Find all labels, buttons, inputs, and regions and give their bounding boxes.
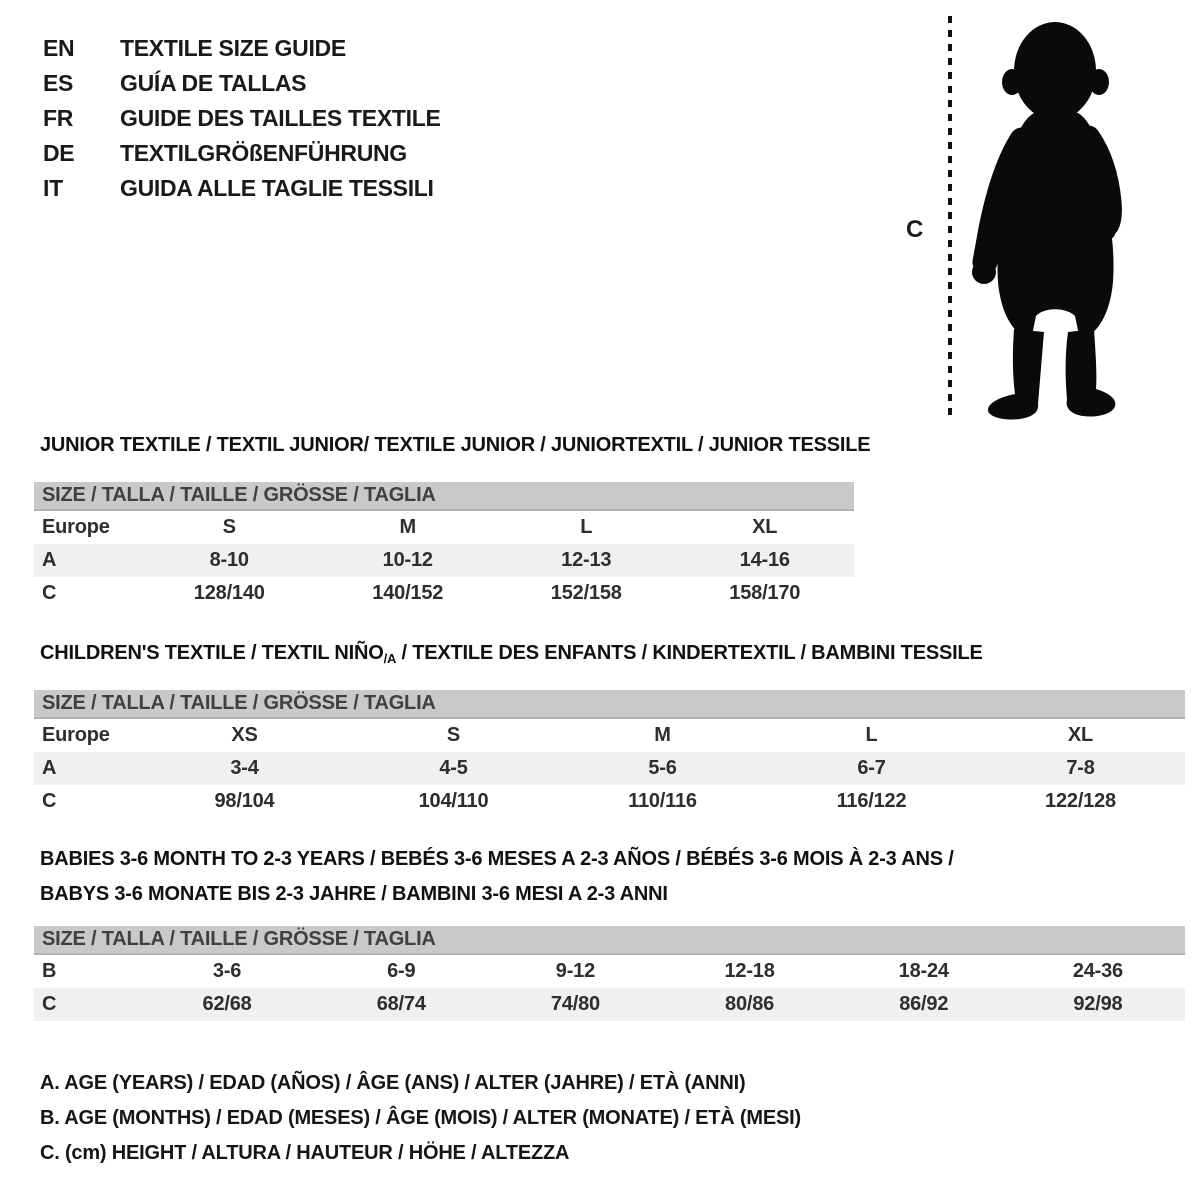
children-section-heading bbox=[40, 642, 983, 666]
cell: 12-13 bbox=[561, 549, 612, 571]
cell: 6-7 bbox=[857, 757, 886, 779]
cell: 12-18 bbox=[724, 960, 775, 982]
cell: 3-4 bbox=[230, 757, 259, 779]
cell: XS bbox=[231, 724, 258, 746]
cell: L bbox=[580, 516, 593, 538]
lang-row-fr bbox=[43, 101, 441, 136]
cell: 6-9 bbox=[387, 960, 416, 982]
cell: 7-8 bbox=[1066, 757, 1095, 779]
cell: 86/92 bbox=[899, 993, 949, 1015]
legend-line-a: A. AGE (YEARS) / EDAD (AÑOS) / ÂGE (ANS) / ALTER (JAHRE) / ETÀ (ANNI) bbox=[40, 1072, 746, 1094]
cell: 3-6 bbox=[212, 960, 242, 982]
table-row-europe bbox=[34, 719, 1185, 752]
lang-label: GUIDE DES TAILLES TEXTILE bbox=[120, 105, 441, 131]
cell: 110/116 bbox=[628, 790, 697, 812]
lang-row-it bbox=[43, 171, 441, 206]
cell: 92/98 bbox=[1073, 993, 1123, 1015]
table-row-height bbox=[34, 785, 1185, 818]
lang-code: IT bbox=[43, 175, 63, 201]
cell: M bbox=[654, 724, 671, 746]
lang-label: TEXTILE SIZE GUIDE bbox=[120, 35, 346, 61]
table-row-age bbox=[34, 752, 1185, 785]
babies-section-heading bbox=[40, 842, 954, 912]
lang-label: TEXTILGRÖßENFÜHRUNG bbox=[120, 140, 407, 166]
cell: 122/128 bbox=[1045, 790, 1116, 812]
cell: S bbox=[446, 724, 461, 746]
legend-line-b: B. AGE (MONTHS) / EDAD (MESES) / ÂGE (MOIS) / ALTER (MONATE) / ETÀ (MESI) bbox=[40, 1107, 801, 1129]
lang-label: GUÍA DE TALLAS bbox=[120, 70, 307, 96]
table-row-height bbox=[34, 577, 854, 610]
row-label: A bbox=[42, 549, 57, 571]
cell: XL bbox=[1067, 724, 1094, 746]
cell: 152/158 bbox=[550, 582, 622, 604]
children-heading-suffix: / TEXTILE DES ENFANTS / KINDERTEXTIL / BAMBINI TESSILE bbox=[396, 642, 983, 664]
row-label: C bbox=[42, 582, 57, 604]
table-row-age-months bbox=[34, 955, 1185, 988]
lang-code: EN bbox=[43, 35, 75, 61]
height-measure-label: C bbox=[906, 216, 924, 243]
babies-heading-line1: BABIES 3-6 MONTH TO 2-3 YEARS / BEBÉS 3-6 MESES A 2-3 AÑOS / BÉBÉS 3-6 MOIS À 2-3 ANS / bbox=[40, 848, 954, 870]
cell: 140/152 bbox=[372, 582, 444, 604]
cell: 104/110 bbox=[418, 790, 489, 812]
table-row-age bbox=[34, 544, 854, 577]
cell: 10-12 bbox=[382, 549, 433, 571]
children-size-table bbox=[34, 690, 1185, 818]
row-label: C bbox=[42, 993, 57, 1015]
cell: 62/68 bbox=[202, 993, 252, 1015]
junior-section-heading: JUNIOR TEXTILE / TEXTIL JUNIOR/ TEXTILE JUNIOR / JUNIORTEXTIL / JUNIOR TESSILE bbox=[40, 434, 871, 456]
junior-size-table bbox=[34, 482, 854, 610]
cell: 4-5 bbox=[439, 757, 468, 779]
row-label: C bbox=[42, 790, 57, 812]
lang-label: GUIDA ALLE TAGLIE TESSILI bbox=[120, 175, 434, 201]
cell: M bbox=[399, 516, 416, 538]
size-table-header: SIZE / TALLA / TAILLE / GRÖSSE / TAGLIA bbox=[34, 482, 854, 511]
lang-code: FR bbox=[43, 105, 74, 131]
toddler-silhouette-icon bbox=[958, 14, 1143, 429]
babies-heading-line2: BABYS 3-6 MONATE BIS 2-3 JAHRE / BAMBINI 3-6 MESI A 2-3 ANNI bbox=[40, 883, 668, 905]
cell: 14-16 bbox=[739, 549, 790, 571]
language-guide-list bbox=[43, 31, 441, 206]
row-label: Europe bbox=[42, 516, 110, 538]
size-table-header: SIZE / TALLA / TAILLE / GRÖSSE / TAGLIA bbox=[34, 690, 1185, 719]
cell: S bbox=[222, 516, 236, 538]
cell: 116/122 bbox=[836, 790, 907, 812]
size-table-header: SIZE / TALLA / TAILLE / GRÖSSE / TAGLIA bbox=[34, 926, 1185, 955]
cell: XL bbox=[752, 516, 778, 538]
children-heading-subscript: /A bbox=[383, 651, 397, 666]
row-label: Europe bbox=[42, 724, 110, 746]
lang-code: DE bbox=[43, 140, 75, 166]
legend-line-c: C. (cm) HEIGHT / ALTURA / HAUTEUR / HÖHE / ALTEZZA bbox=[40, 1142, 570, 1164]
lang-row-es bbox=[43, 66, 441, 101]
lang-code: ES bbox=[43, 70, 74, 96]
height-measure-dashed-line bbox=[946, 16, 954, 423]
lang-row-de bbox=[43, 136, 441, 171]
cell: 98/104 bbox=[214, 790, 275, 812]
cell: 68/74 bbox=[376, 993, 426, 1015]
cell: 5-6 bbox=[648, 757, 677, 779]
row-label: B bbox=[42, 960, 57, 982]
table-row-europe bbox=[34, 511, 854, 544]
cell: 8-10 bbox=[209, 549, 249, 571]
cell: 158/170 bbox=[729, 582, 801, 604]
table-row-height bbox=[34, 988, 1185, 1021]
babies-size-table bbox=[34, 926, 1185, 1021]
measurement-legend bbox=[40, 1066, 801, 1171]
cell: L bbox=[865, 724, 878, 746]
lang-row-en bbox=[43, 31, 441, 66]
cell: 9-12 bbox=[555, 960, 596, 982]
cell: 74/80 bbox=[550, 993, 600, 1015]
cell: 18-24 bbox=[898, 960, 949, 982]
cell: 80/86 bbox=[725, 993, 775, 1015]
cell: 128/140 bbox=[193, 582, 265, 604]
children-heading-prefix: CHILDREN'S TEXTILE / TEXTIL NIÑO bbox=[40, 642, 384, 664]
row-label: A bbox=[42, 757, 57, 779]
cell: 24-36 bbox=[1072, 960, 1123, 982]
